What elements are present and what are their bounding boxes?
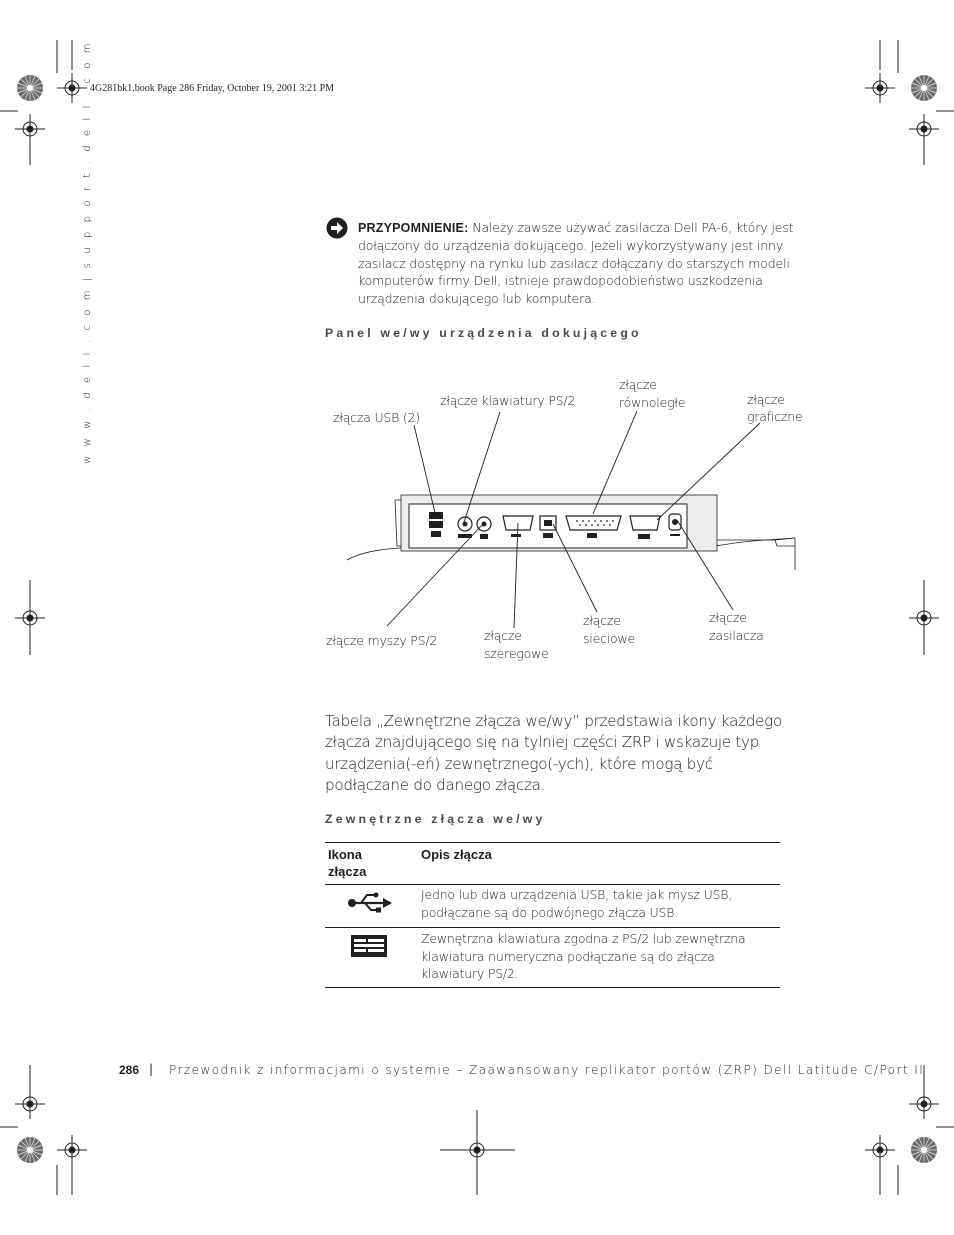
table-header-description: Opis złącza <box>421 847 492 862</box>
footer-title: Przewodnik z informacjami o systemie – Zaawansowany replikator portów (ZRP) Dell Latitude C/Port II <box>169 1063 925 1077</box>
keyboard-icon <box>351 935 387 957</box>
callout-power-line2: zasilacza <box>709 628 764 643</box>
table-row-1-description: Jedno lub dwa urządzenia USB, takie jak mysz USB, podłączane są do podwójnego złącza USB. <box>421 887 733 920</box>
callout-video-line2: graficzne <box>747 409 803 424</box>
footer-separator: | <box>149 1062 154 1076</box>
table-row-2-description: Zewnętrzna klawiatura zgodna z PS/2 lub zewnętrzna klawiatura numeryczna podłączane są do złącza klawiatury PS/2. <box>421 931 746 981</box>
callout-network-line1: złącze <box>583 613 621 628</box>
callout-keyboard: złącze klawiatury PS/2 <box>440 393 576 408</box>
callout-parallel-line2: równoległe <box>619 395 686 410</box>
table-bottom-rule <box>325 987 780 988</box>
callout-power-line1: złącze <box>709 610 747 625</box>
callout-parallel-line1: złącze <box>619 377 657 392</box>
table-top-rule <box>325 842 780 843</box>
callout-usb: złącza USB (2) <box>333 410 420 425</box>
notice-label: PRZYPOMNIENIE: <box>358 221 469 235</box>
sidebar-url: w w w . d e l l . c o m | s u p p o r t . d e l l . c o m <box>82 40 93 464</box>
table-header-rule <box>325 884 780 885</box>
section-heading-dock-panel: Panel we/wy urządzenia dokującego <box>325 326 642 340</box>
callout-network-line2: sieciowe <box>583 631 635 646</box>
page-number: 286 <box>119 1063 140 1077</box>
body-paragraph: Tabela „Zewnętrzne złącza we/wy” przedstawia ikony każdego złącza znajdującego się na tylniej części ZRP i wskazuje typ urządzenia(-eń) zewnętrznego(-ych), które mogą być podłączane do danego złącza. <box>325 712 782 795</box>
table-header-icon: Ikona złącza <box>328 847 367 879</box>
callout-serial-line1: złącze <box>484 628 522 643</box>
callout-serial-line2: szeregowe <box>484 646 549 661</box>
notice-body: Należy zawsze używać zasilacza Dell PA-6, który jest dołączony do urządzenia dokującego. Jeżeli wykorzystywany jest inny zasilacz dostępny na rynku lub zasilacz dołączany do starszych modeli komputerów firmy Dell, istnieje prawdopodobieństwo uszkodzenia urządzenia dokującego lub komputera. <box>358 220 794 306</box>
callout-mouse: złącze myszy PS/2 <box>326 633 438 648</box>
usb-icon <box>347 892 393 914</box>
section-heading-io-connectors: Zewnętrzne złącza we/wy <box>325 812 546 826</box>
table-row-rule <box>325 927 780 928</box>
print-meta-line: 4G281bk1.book Page 286 Friday, October 19, 2001 3:21 PM <box>90 83 335 94</box>
callout-video-line1: złącze <box>747 392 785 407</box>
